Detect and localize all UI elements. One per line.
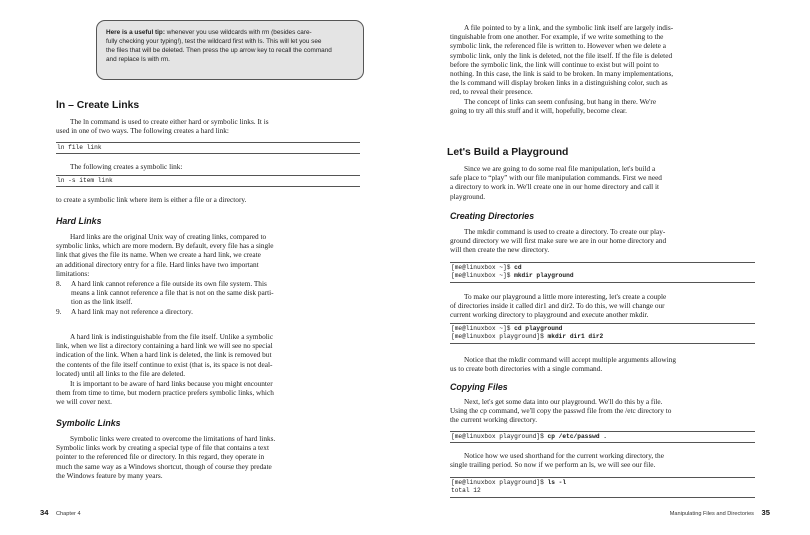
text-line: link, when we list a directory containing a hard link we will see no special	[56, 341, 273, 351]
text-line: link that gives the file its name. When we create a hard link, we create	[56, 250, 261, 260]
text-line: before the symbolic link, the link will continue to exist but will point to	[450, 59, 659, 69]
mkdir-paragraph	[450, 227, 755, 255]
code-block-cd-playground	[450, 323, 755, 344]
text-line: means a link cannot reference a file that is not on the same disk parti-	[71, 288, 274, 298]
shell-command: mkdir dir1 dir2	[547, 333, 604, 341]
code-block-symbolic: ln -s item link	[56, 175, 360, 187]
shell-prompt: [me@linuxbox playground]$	[451, 479, 548, 486]
broken-links-paragraph	[450, 23, 755, 97]
list-number: 9.	[56, 306, 62, 316]
chapter-label: Chapter 4	[56, 511, 81, 517]
text-line: located) until all links to the file are deleted.	[56, 368, 186, 378]
chapter-title-label: Manipulating Files and Directories	[669, 511, 754, 517]
playground-title: Let's Build a Playground	[447, 147, 569, 158]
shell-prompt: [me@linuxbox playground]$	[451, 333, 548, 341]
code-line	[451, 264, 754, 272]
hard-links-title: Hard Links	[56, 216, 102, 226]
list-item	[56, 279, 360, 307]
right-page	[405, 0, 810, 535]
text-line: the contents of the file itself continue to exist (that is, its space is not deal-	[56, 359, 273, 369]
code-block-ls	[450, 477, 755, 498]
text-line: them from time to time, but modern practice prefers symbolic links, which	[56, 388, 274, 398]
text-line: Notice that the mkdir command will accept multiple arguments allowing	[464, 355, 677, 364]
text-line: safe place to “play” with our file manipulation commands. First we need	[450, 173, 662, 183]
tip-line: the files that will be deleted. Then press the up arrow key to recall the command	[106, 47, 332, 54]
text-line: used in one of two ways. The following creates a hard link:	[56, 126, 229, 136]
text-line: playground.	[450, 191, 486, 201]
text-line: symbolic links, which are more modern. By default, every file has a single	[56, 241, 274, 251]
text-line: It is important to be aware of hard links because you might encounter	[70, 379, 273, 388]
shell-command: ls -l	[547, 479, 567, 486]
concept-paragraph	[450, 97, 755, 115]
symbolic-intro: The following creates a symbolic link:	[70, 162, 183, 171]
list-item	[56, 307, 360, 316]
right-footer	[670, 508, 770, 517]
text-line: tinguishable from one another. For example, if we write something to the	[450, 32, 664, 42]
text-line: symbolic link, the referenced file is written to. However when we delete a	[450, 41, 666, 51]
list-number: 8.	[56, 279, 62, 288]
tip-box	[96, 20, 364, 80]
text-line: we will cover next.	[56, 397, 112, 407]
text-line: Using the cp command, we'll copy the passwd file from the /etc directory to	[450, 406, 672, 416]
hard-links-paragraph	[56, 232, 360, 278]
text-line: limitations:	[56, 268, 90, 278]
code-block-mkdir	[450, 262, 755, 283]
text-line: A hard link cannot reference a file outside its own file system. This	[71, 279, 267, 288]
after-code-text: to create a symbolic link where item is either a file or a directory.	[56, 195, 247, 204]
shell-prompt: total 12	[451, 487, 481, 495]
text-line: The concept of links can seem confusing, but hang in there. We're	[464, 97, 657, 106]
text-line: much the same way as a Windows shortcut, though of course they predate	[56, 461, 272, 471]
text-line: the current working directory.	[450, 415, 538, 425]
text-line: current working directory to playground and execute another mkdir.	[450, 310, 649, 320]
text-line: nothing. In this case, the link is said to be broken. In many implementations,	[450, 69, 674, 79]
tip-line: and replace ls with rm.	[106, 56, 170, 63]
text-line: going to try all this stuff and it will, hopefully, become clear.	[450, 106, 627, 116]
more-interesting-paragraph	[450, 292, 755, 320]
text-line: Symbolic links work by creating a special type of file that contains a text	[56, 443, 269, 453]
text-line: tion as the link itself.	[71, 297, 133, 307]
text-line: pointer to the referenced file or directory. In this regard, they operate in	[56, 452, 265, 462]
page-number: 34	[40, 508, 49, 517]
code-line	[451, 272, 754, 280]
text-line: A hard link is indistinguishable from the file itself. Unlike a symbolic	[70, 332, 274, 341]
code-line	[451, 325, 754, 333]
tip-line: fully checking your typing!), test the wildcard first with ls. This will let you see	[106, 38, 322, 45]
shell-command: cd playground	[514, 325, 563, 332]
text-line: an additional directory entry for a file. Hard links have two important	[56, 259, 259, 269]
text-line: Hard links are the original Unix way of creating links, compared to	[70, 232, 267, 241]
shell-command: mkdir playground	[514, 272, 574, 280]
shell-prompt: [me@linuxbox ~]$	[451, 325, 515, 332]
left-footer	[40, 508, 81, 517]
hard-links-paragraph-2	[56, 332, 360, 378]
text-line: the ls command will display broken links in a distinguishing color, such as	[450, 78, 668, 88]
code-line	[451, 487, 754, 495]
copying-files-title: Copying Files	[450, 382, 508, 392]
tip-line: whenever you use wildcards with rm (besides care-	[164, 29, 312, 36]
hard-links-paragraph-3	[56, 379, 360, 407]
text-line: Next, let's get some data into our playground. We'll do this by a file.	[464, 397, 663, 406]
page-number: 35	[761, 508, 770, 517]
text-line: The mkdir command is used to create a directory. To create our play-	[464, 227, 666, 236]
text-line: will then create the new directory.	[450, 245, 550, 255]
text-line: indication of the link. When a hard link is deleted, the link is removed but	[56, 350, 272, 360]
shell-prompt: [me@linuxbox playground]$	[451, 433, 548, 440]
text-line: Symbolic links were created to overcome the limitations of hard links.	[70, 434, 276, 443]
text-line: ground directory we will first make sure we are in our home directory and	[450, 236, 667, 246]
text-line: Notice how we used shorthand for the current working directory, the	[464, 451, 664, 460]
text-line: A hard link may not reference a directory.	[71, 306, 193, 316]
text-line: the Windows feature by many years.	[56, 470, 163, 480]
code-line	[451, 433, 754, 441]
text-line: Since we are going to do some real file manipulation, let's build a	[464, 164, 656, 173]
intro	[56, 117, 360, 135]
playground-paragraph	[450, 164, 755, 201]
shorthand-paragraph	[450, 451, 755, 469]
code-line	[451, 479, 754, 487]
text-line: us to create both directories with a single command.	[450, 364, 603, 374]
copying-paragraph	[450, 397, 755, 425]
shell-prompt: [me@linuxbox ~]$	[451, 264, 515, 271]
mkdir-notice-paragraph	[450, 355, 755, 373]
shell-prompt: [me@linuxbox ~]$	[451, 272, 515, 280]
code-block-hard: ln file link	[56, 142, 360, 154]
text-line: The ln command is used to create either hard or symbolic links. It is	[70, 117, 269, 126]
symbolic-links-paragraph	[56, 434, 360, 480]
code-block-cp	[450, 431, 755, 443]
text-line: single trailing period. So now if we perform an ls, we will see our file.	[450, 460, 656, 470]
code-line	[451, 333, 754, 341]
section-title: ln – Create Links	[56, 100, 140, 111]
symbolic-links-title: Symbolic Links	[56, 418, 121, 428]
text-line: red, to reveal their presence.	[450, 87, 533, 97]
text-line: To make our playground a little more interesting, let's create a couple	[464, 292, 667, 301]
shell-command: cd	[514, 264, 522, 271]
creating-directories-title: Creating Directories	[450, 211, 535, 221]
text-line: a directory to work in. We'll create one in our home directory and call it	[450, 182, 660, 192]
text-line: of directories inside it called dir1 and dir2. To do this, we will change our	[450, 301, 665, 311]
text-line: symbolic link, only the link is deleted, not the file itself. If the file is deleted	[450, 50, 673, 60]
shell-command: cp /etc/passwd .	[547, 433, 607, 440]
tip-lead: Here is a useful tip:	[106, 29, 165, 36]
limitations-list	[56, 279, 360, 316]
text-line: A file pointed to by a link, and the symbolic link itself are largely indis-	[464, 23, 674, 32]
